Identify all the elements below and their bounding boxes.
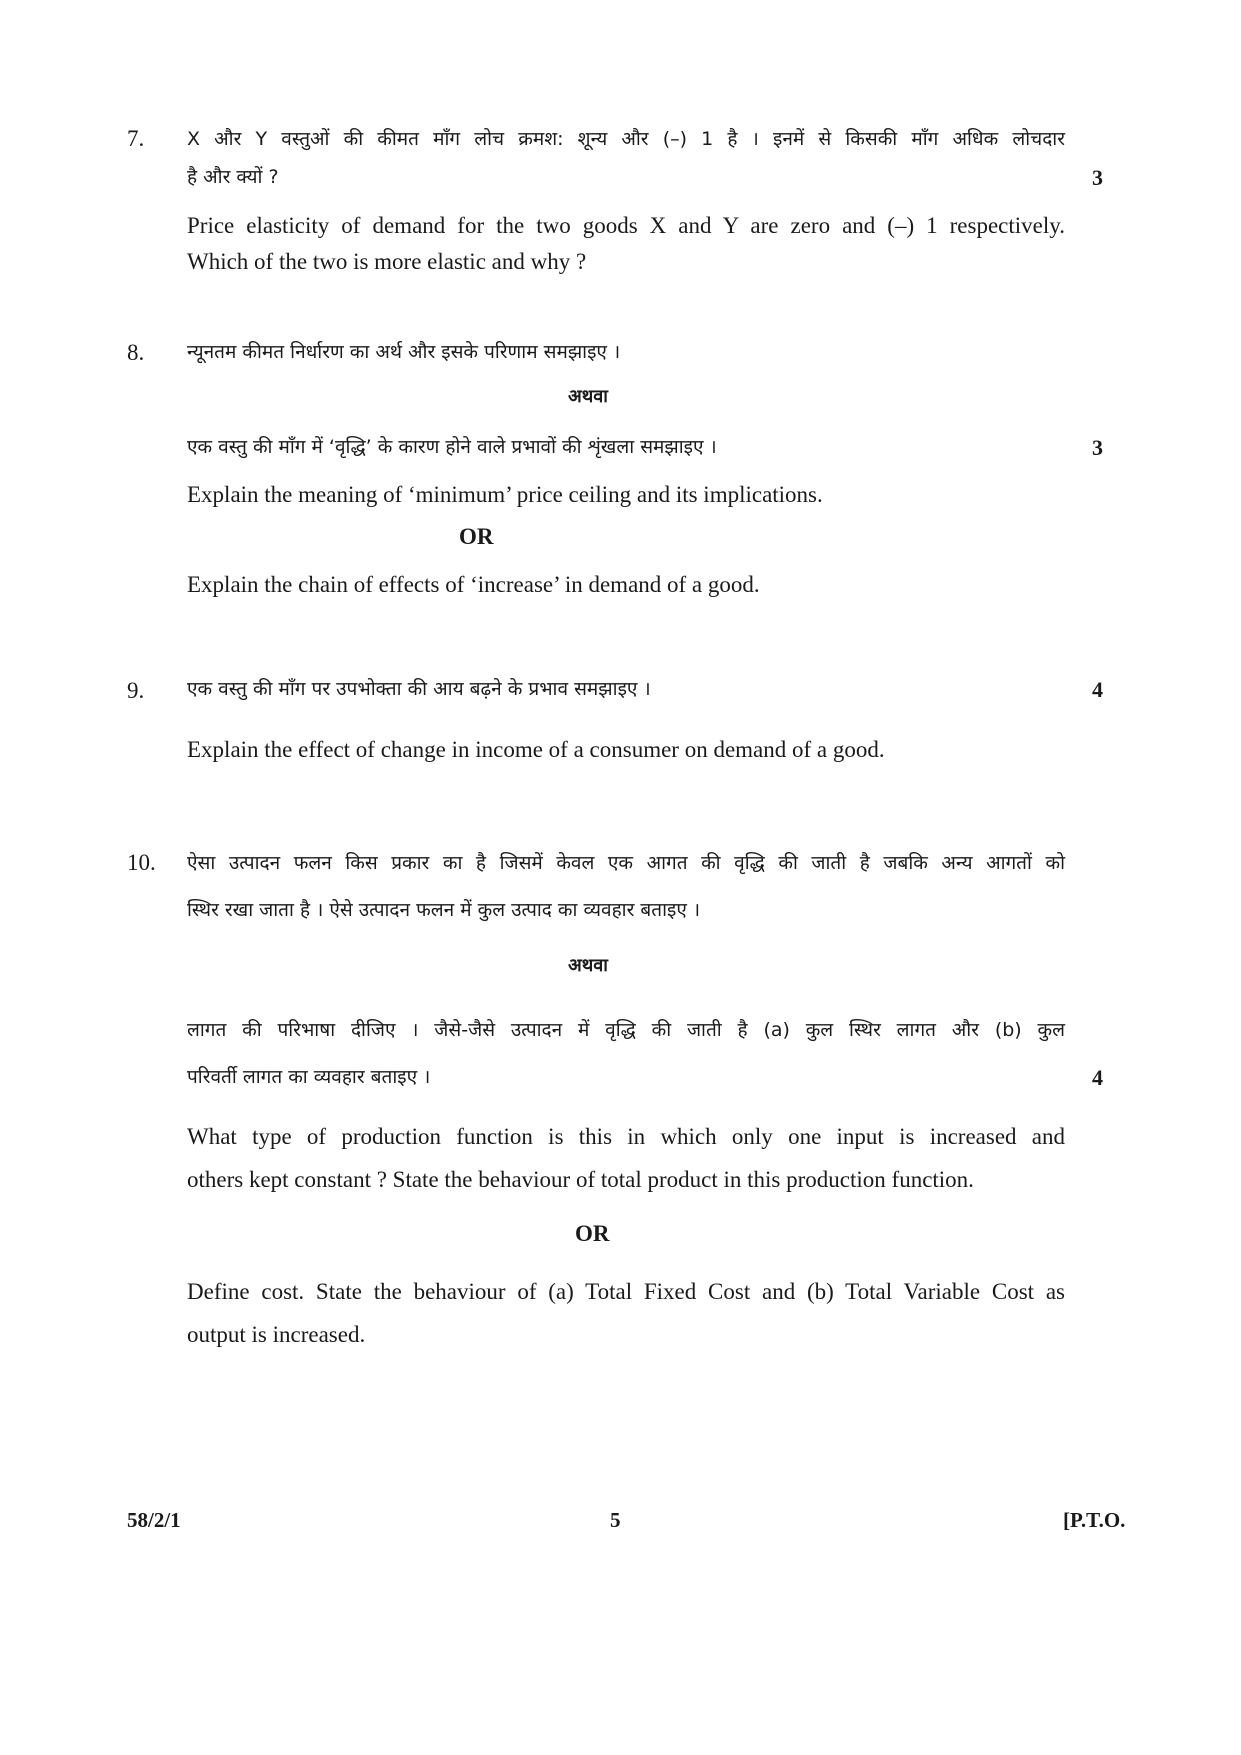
- question-hindi-line: ऐसा उत्पादन फलन किस प्रकार का है जिसमें केवल एक आगत की वृद्धि की जाती है जबकि अन्य आगतों को: [187, 852, 1065, 874]
- question-number: 8.: [127, 340, 145, 365]
- question-english-line: What type of production function is this in which only one input is increased and: [187, 1124, 1065, 1149]
- question-hindi-line: परिवर्ती लागत का व्यवहार बताइए ।: [187, 1066, 431, 1088]
- question-hindi-line: X और Y वस्तुओं की कीमत माँग लोच क्रमश: शून्य और (–) 1 है । इनमें से किसकी माँग अधिक लोचदार: [187, 128, 1065, 150]
- question-english-line: Explain the effect of change in income of a consumer on demand of a good.: [187, 737, 885, 762]
- marks: 3: [1092, 165, 1103, 190]
- question-english-line: Explain the chain of effects of ‘increase’ in demand of a good.: [187, 572, 760, 597]
- question-hindi-line: लागत की परिभाषा दीजिए । जैसे-जैसे उत्पादन में वृद्धि की जाती है (a) कुल स्थिर लागत और (b) कुल: [187, 1019, 1065, 1041]
- question-english-line: output is increased.: [187, 1322, 366, 1347]
- question-number: 10.: [127, 850, 156, 875]
- marks: 4: [1092, 677, 1103, 702]
- please-turn-over: [P.T.O.: [1063, 1508, 1126, 1532]
- question-number: 9.: [127, 678, 145, 703]
- question-english-line: Define cost. State the behaviour of (a) Total Fixed Cost and (b) Total Variable Cost as: [187, 1279, 1065, 1304]
- question-hindi-line: है और क्यों ?: [187, 166, 279, 188]
- question-hindi-line: न्यूनतम कीमत निर्धारण का अर्थ और इसके परिणाम समझाइए ।: [187, 341, 621, 363]
- or-separator-english: OR: [459, 524, 494, 549]
- page-number: 5: [610, 1508, 621, 1532]
- marks: 3: [1092, 435, 1103, 460]
- question-english-line: Price elasticity of demand for the two goods X and Y are zero and (–) 1 respectively.: [187, 213, 1065, 238]
- or-separator-hindi: अथवा: [568, 386, 608, 407]
- question-english-line: others kept constant ? State the behaviour of total product in this production function.: [187, 1167, 974, 1192]
- paper-code: 58/2/1: [127, 1508, 181, 1532]
- question-hindi-line: एक वस्तु की माँग में ‘वृद्धि’ के कारण होने वाले प्रभावों की शृंखला समझाइए ।: [187, 436, 717, 458]
- question-hindi-line: स्थिर रखा जाता है । ऐसे उत्पादन फलन में कुल उत्पाद का व्यवहार बताइए ।: [187, 899, 701, 921]
- question-hindi-line: एक वस्तु की माँग पर उपभोक्ता की आय बढ़ने के प्रभाव समझाइए ।: [187, 678, 651, 700]
- marks: 4: [1092, 1065, 1103, 1090]
- or-separator-english: OR: [575, 1221, 610, 1246]
- question-english-line: Explain the meaning of ‘minimum’ price ceiling and its implications.: [187, 482, 823, 507]
- question-english-line: Which of the two is more elastic and why ?: [187, 249, 587, 274]
- question-number: 7.: [127, 126, 145, 151]
- or-separator-hindi: अथवा: [568, 955, 608, 976]
